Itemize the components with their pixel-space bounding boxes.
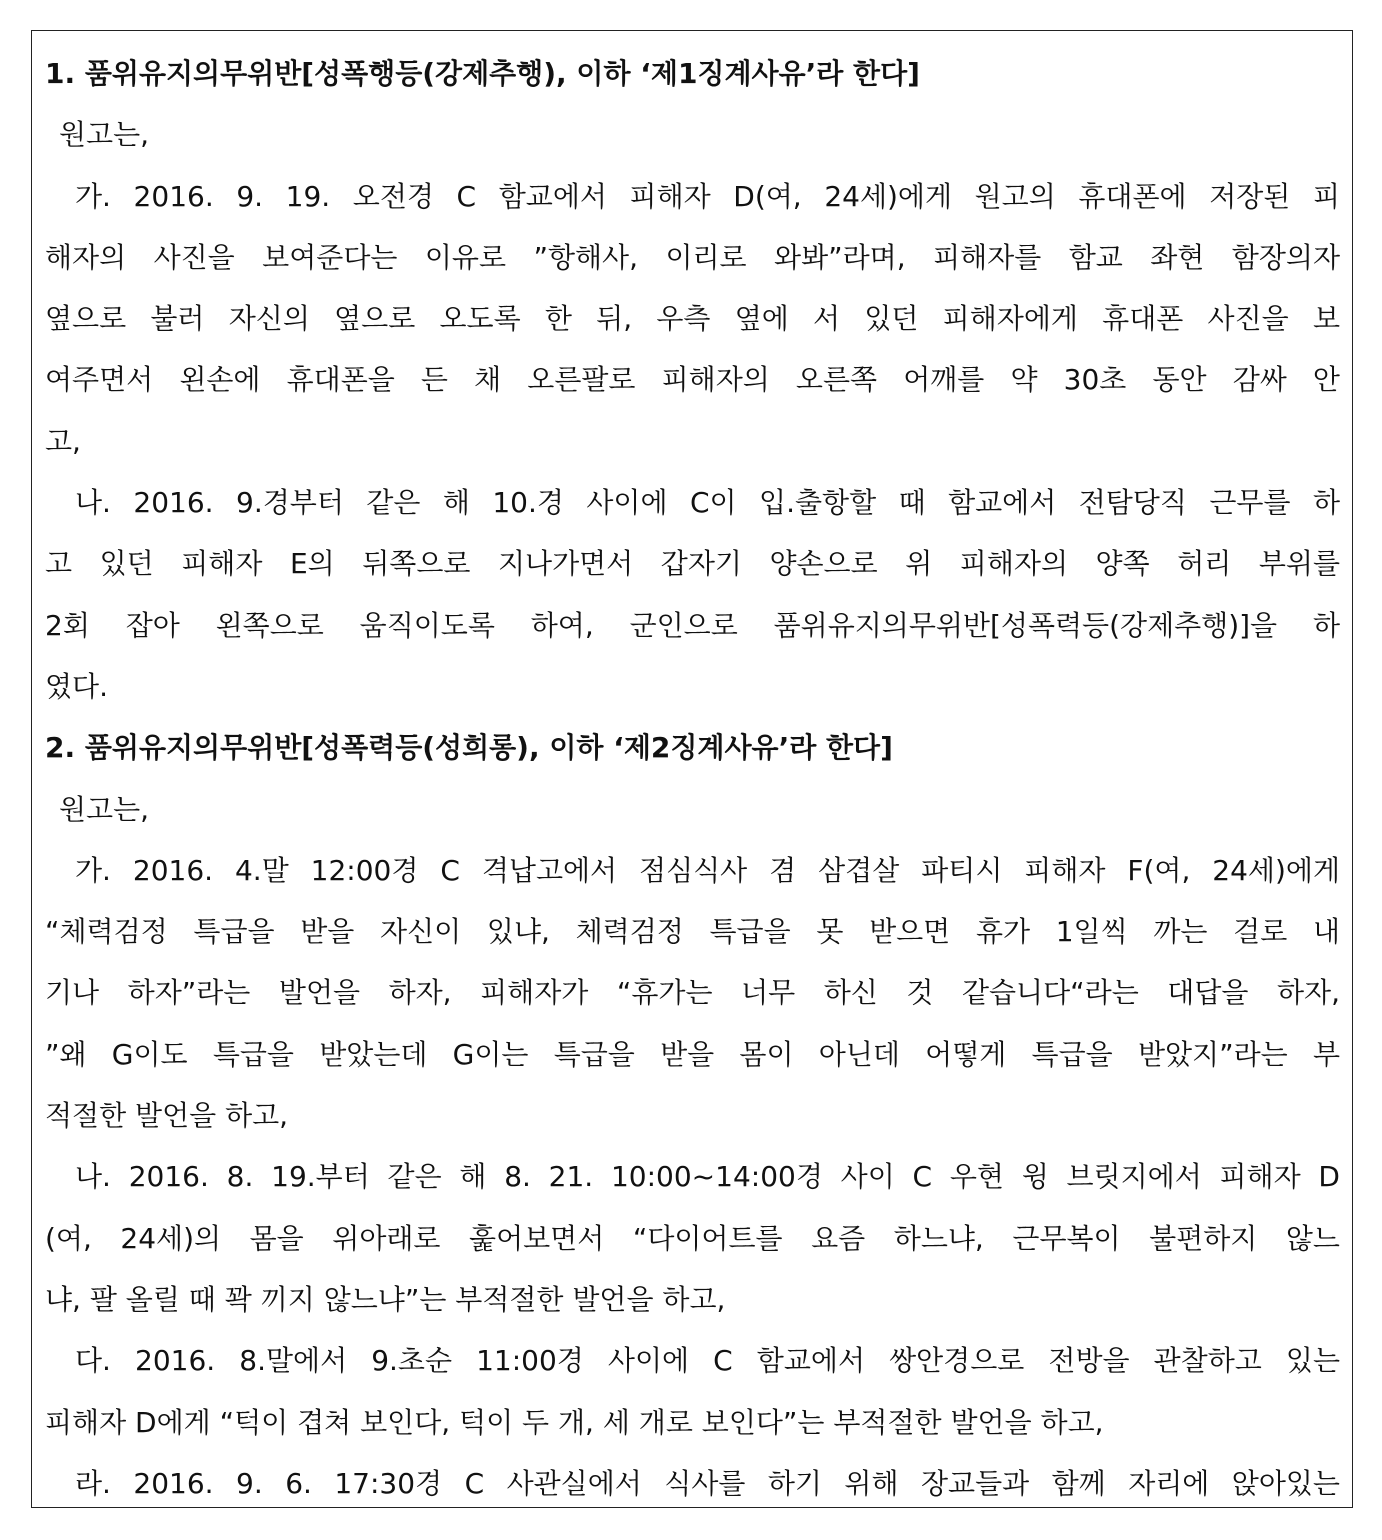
section-1-item-na-line-2: 고 있던 피해자 E의 뒤쪽으로 지나가면서 갑자기 양손으로 위 피해자의 양쪽 허리 부위를 bbox=[45, 547, 1340, 581]
section-1-intro: 원고는, bbox=[59, 118, 150, 152]
section-2-item-na-line-1: 나. 2016. 8. 19.부터 같은 해 8. 21. 10:00~14:00경 사이 C 우현 윙 브릿지에서 피해자 D bbox=[75, 1160, 1340, 1194]
section-1-item-ga-line-3: 옆으로 불러 자신의 옆으로 오도록 한 뒤, 우측 옆에 서 있던 피해자에게 휴대폰 사진을 보 bbox=[45, 302, 1340, 336]
document-frame bbox=[31, 30, 1353, 1508]
section-1-heading: 1. 품위유지의무위반[성폭행등(강제추행), 이하 ‘제1징계사유’라 한다] bbox=[45, 57, 920, 90]
section-2-item-ga-line-2: “체력검정 특급을 받을 자신이 있냐, 체력검정 특급을 못 받으면 휴가 1일씩 까는 걸로 내 bbox=[45, 915, 1340, 949]
section-1-item-ga-line-2: 해자의 사진을 보여준다는 이유로 ”항해사, 이리로 와봐”라며, 피해자를 함교 좌현 함장의자 bbox=[45, 240, 1340, 274]
section-2-item-ga-line-5: 적절한 발언을 하고, bbox=[45, 1099, 289, 1133]
document-body bbox=[45, 43, 1340, 1508]
section-2-item-na-line-3: 냐, 팔 올릴 때 꽉 끼지 않느냐”는 부적절한 발언을 하고, bbox=[45, 1282, 726, 1316]
section-2-item-da-line-1: 다. 2016. 8.말에서 9.초순 11:00경 사이에 C 함교에서 쌍안경으로 전방을 관찰하고 있는 bbox=[75, 1344, 1340, 1378]
section-1-item-na-line-1: 나. 2016. 9.경부터 같은 해 10.경 사이에 C이 입.출항할 때 함교에서 전탐당직 근무를 하 bbox=[75, 486, 1340, 520]
section-1-item-ga-line-4: 여주면서 왼손에 휴대폰을 든 채 오른팔로 피해자의 오른쪽 어깨를 약 30초 동안 감싸 안 bbox=[45, 363, 1340, 397]
section-2-item-da-line-2: 피해자 D에게 “턱이 겹쳐 보인다, 턱이 두 개, 세 개로 보인다”는 부적절한 발언을 하고, bbox=[45, 1405, 1104, 1439]
section-1-item-na-line-4: 였다. bbox=[45, 669, 108, 703]
section-1-item-ga-line-5: 고, bbox=[45, 424, 81, 458]
section-2-item-ga-line-4: ”왜 G이도 특급을 받았는데 G이는 특급을 받을 몸이 아닌데 어떻게 특급을 받았지”라는 부 bbox=[45, 1037, 1340, 1071]
section-1-item-na-line-3: 2회 잡아 왼쪽으로 움직이도록 하여, 군인으로 품위유지의무위반[성폭력등(강제추행)]을 하 bbox=[45, 608, 1340, 642]
section-1-item-ga-line-1: 가. 2016. 9. 19. 오전경 C 함교에서 피해자 D(여, 24세)에게 원고의 휴대폰에 저장된 피 bbox=[75, 179, 1340, 213]
section-2-item-na-line-2: (여, 24세)의 몸을 위아래로 훑어보면서 “다이어트를 요즘 하느냐, 근무복이 불편하지 않느 bbox=[45, 1221, 1340, 1255]
section-2-item-ga-line-1: 가. 2016. 4.말 12:00경 C 격납고에서 점심식사 겸 삼겹살 파티시 피해자 F(여, 24세)에게 bbox=[75, 853, 1340, 887]
section-2-item-ra-line-1: 라. 2016. 9. 6. 17:30경 C 사관실에서 식사를 하기 위해 장교들과 함께 자리에 앉아있는 bbox=[75, 1466, 1340, 1500]
section-2-item-ga-line-3: 기나 하자”라는 발언을 하자, 피해자가 “휴가는 너무 하신 것 같습니다“라는 대답을 하자, bbox=[45, 976, 1340, 1010]
section-2-heading: 2. 품위유지의무위반[성폭력등(성희롱), 이하 ‘제2징계사유’라 한다] bbox=[45, 731, 893, 765]
section-2-intro: 원고는, bbox=[59, 792, 150, 826]
